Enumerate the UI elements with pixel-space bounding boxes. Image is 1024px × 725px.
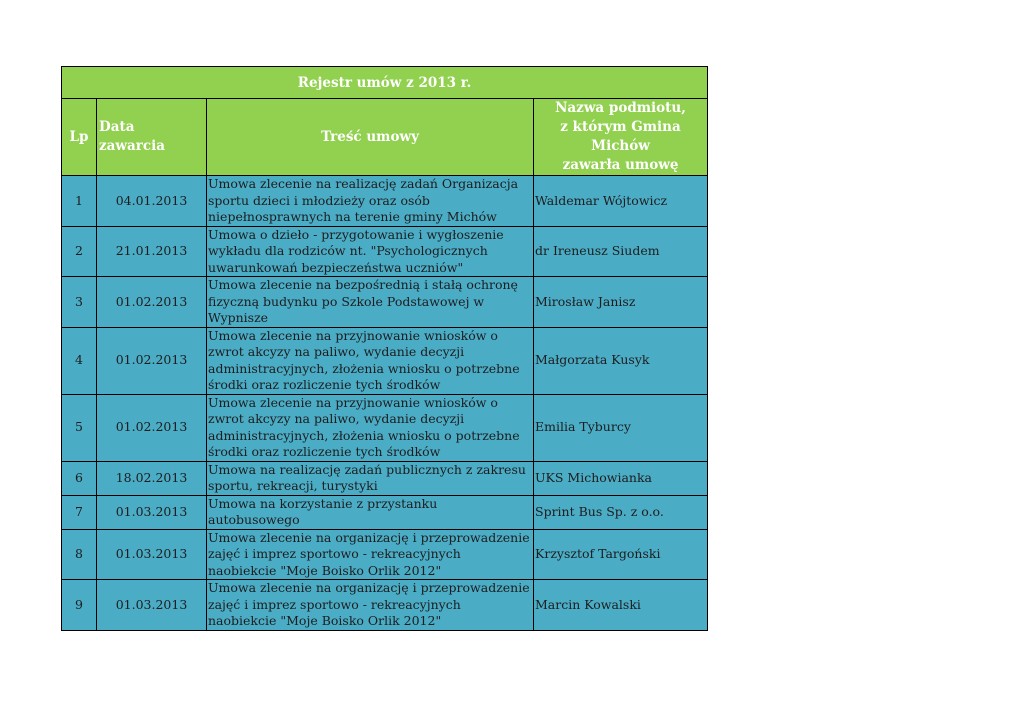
cell-party: Marcin Kowalski (534, 580, 708, 631)
cell-lp: 6 (62, 461, 97, 495)
cell-party: Małgorzata Kusyk (534, 327, 708, 394)
contract-register-table (61, 66, 708, 631)
cell-party: Emilia Tyburcy (534, 394, 708, 461)
table-row (62, 327, 708, 394)
cell-party: dr Ireneusz Siudem (534, 226, 708, 277)
table-row (62, 226, 708, 277)
header-party-line2: z którym Gmina Michów (560, 119, 681, 154)
cell-content: Umowa zlecenie na bezpośrednią i stałą ochronę fizyczną budynku po Szkole Podstawowej w Wypnisze (207, 277, 534, 328)
cell-date: 21.01.2013 (97, 226, 207, 277)
table-row (62, 176, 708, 227)
cell-party: Sprint Bus Sp. z o.o. (534, 495, 708, 529)
header-date: Data zawarcia (97, 99, 207, 176)
header-row (62, 99, 708, 176)
cell-content: Umowa zlecenie na przyjnowanie wniosków o zwrot akcyzy na paliwo, wydanie decyzji administracyjnych, złożenia wniosku o potrzebne środki oraz rozliczenie tych środków (207, 394, 534, 461)
cell-date: 18.02.2013 (97, 461, 207, 495)
header-lp: Lp (62, 99, 97, 176)
cell-content: Umowa zlecenie na organizację i przeprowadzenie zajęć i imprez sportowo - rekreacyjnych naobiekcie "Moje Boisko Orlik 2012" (207, 529, 534, 580)
cell-party: Mirosław Janisz (534, 277, 708, 328)
table-row (62, 394, 708, 461)
cell-party: Krzysztof Targoński (534, 529, 708, 580)
cell-date: 01.02.2013 (97, 277, 207, 328)
table-row (62, 495, 708, 529)
cell-date: 01.03.2013 (97, 580, 207, 631)
table-row (62, 461, 708, 495)
cell-lp: 8 (62, 529, 97, 580)
table-row (62, 529, 708, 580)
cell-content: Umowa zlecenie na organizację i przeprowadzenie zajęć i imprez sportowo - rekreacyjnych naobiekcie "Moje Boisko Orlik 2012" (207, 580, 534, 631)
title-row (62, 67, 708, 99)
cell-lp: 5 (62, 394, 97, 461)
header-party-line3: zawarła umowę (562, 157, 679, 173)
cell-lp: 4 (62, 327, 97, 394)
cell-lp: 7 (62, 495, 97, 529)
table-title: Rejestr umów z 2013 r. (62, 67, 708, 99)
cell-date: 01.02.2013 (97, 394, 207, 461)
cell-content: Umowa o dzieło - przygotowanie i wygłoszenie wykładu dla rodziców nt. "Psychologicznych uwarunkowań bezpieczeństwa uczniów" (207, 226, 534, 277)
table-row (62, 580, 708, 631)
cell-party: UKS Michowianka (534, 461, 708, 495)
cell-content: Umowa na korzystanie z przystanku autobusowego (207, 495, 534, 529)
cell-content: Umowa zlecenie na przyjnowanie wniosków o zwrot akcyzy na paliwo, wydanie decyzji administracyjnych, złożenia wniosku o potrzebne środki oraz rozliczenie tych środków (207, 327, 534, 394)
cell-lp: 9 (62, 580, 97, 631)
cell-content: Umowa na realizację zadań publicznych z zakresu sportu, rekreacji, turystyki (207, 461, 534, 495)
cell-date: 01.03.2013 (97, 529, 207, 580)
cell-lp: 1 (62, 176, 97, 227)
cell-date: 01.03.2013 (97, 495, 207, 529)
cell-date: 01.02.2013 (97, 327, 207, 394)
header-content: Treść umowy (207, 99, 534, 176)
cell-party: Waldemar Wójtowicz (534, 176, 708, 227)
cell-lp: 2 (62, 226, 97, 277)
cell-content: Umowa zlecenie na realizację zadań Organizacja sportu dzieci i młodzieży oraz osób niepełnosprawnych na terenie gminy Michów (207, 176, 534, 227)
cell-lp: 3 (62, 277, 97, 328)
table-row (62, 277, 708, 328)
cell-date: 04.01.2013 (97, 176, 207, 227)
header-party-line1: Nazwa podmiotu, (555, 100, 686, 116)
header-party (534, 99, 708, 176)
